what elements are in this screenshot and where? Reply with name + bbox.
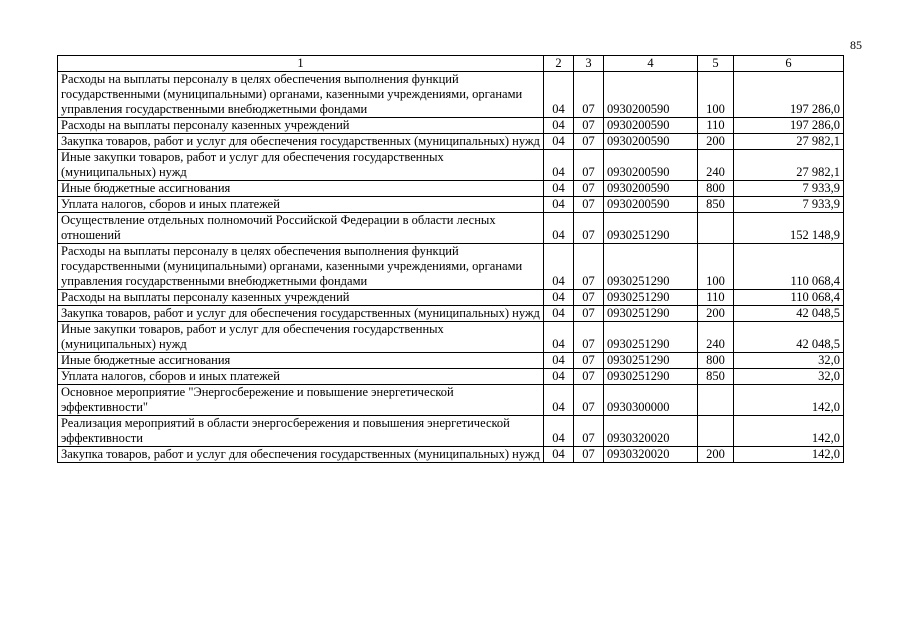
table-row (58, 353, 844, 369)
row-name-cell: Закупка товаров, работ и услуг для обеспечения государственных (муниципальных) нужд (58, 306, 544, 322)
budget-table (57, 55, 844, 463)
table-row (58, 134, 844, 150)
row-expense-type-cell: 100 (698, 244, 734, 290)
table-row (58, 181, 844, 197)
row-subsection-cell: 07 (574, 181, 604, 197)
row-amount-cell: 42 048,5 (734, 322, 844, 353)
table-row (58, 322, 844, 353)
row-section-cell: 04 (544, 290, 574, 306)
row-subsection-cell: 07 (574, 150, 604, 181)
table-row (58, 118, 844, 134)
row-expense-type-cell (698, 385, 734, 416)
row-target-article-cell: 0930320020 (604, 416, 698, 447)
row-name-cell: Расходы на выплаты персоналу казенных учреждений (58, 290, 544, 306)
row-amount-cell: 110 068,4 (734, 244, 844, 290)
row-subsection-cell: 07 (574, 416, 604, 447)
page-number: 85 (850, 38, 862, 52)
row-amount-cell: 142,0 (734, 416, 844, 447)
row-subsection-cell: 07 (574, 72, 604, 118)
table-row (58, 150, 844, 181)
row-subsection-cell: 07 (574, 197, 604, 213)
row-name-cell: Иные бюджетные ассигнования (58, 353, 544, 369)
row-target-article-cell: 0930251290 (604, 290, 698, 306)
row-expense-type-cell: 200 (698, 306, 734, 322)
row-expense-type-cell: 200 (698, 134, 734, 150)
row-target-article-cell: 0930251290 (604, 306, 698, 322)
row-name-cell: Основное мероприятие "Энергосбережение и повышение энергетической эффективности" (58, 385, 544, 416)
row-section-cell: 04 (544, 447, 574, 463)
row-subsection-cell: 07 (574, 447, 604, 463)
row-subsection-cell: 07 (574, 244, 604, 290)
row-amount-cell: 142,0 (734, 447, 844, 463)
row-target-article-cell: 0930251290 (604, 353, 698, 369)
row-name-cell: Реализация мероприятий в области энергосбережения и повышения энергетической эффективности (58, 416, 544, 447)
row-expense-type-cell: 200 (698, 447, 734, 463)
row-amount-cell: 7 933,9 (734, 197, 844, 213)
row-name-cell: Иные бюджетные ассигнования (58, 181, 544, 197)
row-subsection-cell: 07 (574, 213, 604, 244)
row-expense-type-cell: 110 (698, 118, 734, 134)
row-section-cell: 04 (544, 150, 574, 181)
table-body (58, 72, 844, 463)
row-amount-cell: 152 148,9 (734, 213, 844, 244)
row-amount-cell: 32,0 (734, 353, 844, 369)
row-subsection-cell: 07 (574, 385, 604, 416)
table-row (58, 447, 844, 463)
row-amount-cell: 27 982,1 (734, 150, 844, 181)
row-expense-type-cell: 850 (698, 197, 734, 213)
row-section-cell: 04 (544, 244, 574, 290)
row-amount-cell: 197 286,0 (734, 118, 844, 134)
row-amount-cell: 32,0 (734, 369, 844, 385)
row-section-cell: 04 (544, 353, 574, 369)
row-name-cell: Расходы на выплаты персоналу казенных учреждений (58, 118, 544, 134)
row-amount-cell: 197 286,0 (734, 72, 844, 118)
row-section-cell: 04 (544, 322, 574, 353)
row-section-cell: 04 (544, 369, 574, 385)
row-subsection-cell: 07 (574, 134, 604, 150)
row-name-cell: Уплата налогов, сборов и иных платежей (58, 197, 544, 213)
row-section-cell: 04 (544, 197, 574, 213)
row-section-cell: 04 (544, 134, 574, 150)
row-expense-type-cell: 240 (698, 322, 734, 353)
row-amount-cell: 142,0 (734, 385, 844, 416)
row-name-cell: Расходы на выплаты персоналу в целях обеспечения выполнения функций государственными (муниципальными) органами, казенными учреждениями, органами управления государственными внебюджетными фондами (58, 72, 544, 118)
row-name-cell: Осуществление отдельных полномочий Российской Федерации в области лесных отношений (58, 213, 544, 244)
column-header-3: 3 (574, 56, 604, 72)
row-subsection-cell: 07 (574, 290, 604, 306)
row-target-article-cell: 0930251290 (604, 244, 698, 290)
row-name-cell: Иные закупки товаров, работ и услуг для обеспечения государственных (муниципальных) нужд (58, 150, 544, 181)
row-subsection-cell: 07 (574, 118, 604, 134)
row-subsection-cell: 07 (574, 322, 604, 353)
row-target-article-cell: 0930200590 (604, 72, 698, 118)
row-target-article-cell: 0930300000 (604, 385, 698, 416)
row-name-cell: Закупка товаров, работ и услуг для обеспечения государственных (муниципальных) нужд (58, 447, 544, 463)
row-section-cell: 04 (544, 72, 574, 118)
row-amount-cell: 7 933,9 (734, 181, 844, 197)
column-header-6: 6 (734, 56, 844, 72)
row-expense-type-cell: 110 (698, 290, 734, 306)
row-expense-type-cell: 800 (698, 181, 734, 197)
row-target-article-cell: 0930200590 (604, 118, 698, 134)
row-expense-type-cell: 800 (698, 353, 734, 369)
table-row (58, 369, 844, 385)
row-expense-type-cell: 240 (698, 150, 734, 181)
row-expense-type-cell (698, 213, 734, 244)
column-header-5: 5 (698, 56, 734, 72)
row-section-cell: 04 (544, 416, 574, 447)
row-section-cell: 04 (544, 213, 574, 244)
row-subsection-cell: 07 (574, 369, 604, 385)
row-subsection-cell: 07 (574, 306, 604, 322)
row-target-article-cell: 0930200590 (604, 181, 698, 197)
row-name-cell: Иные закупки товаров, работ и услуг для обеспечения государственных (муниципальных) нужд (58, 322, 544, 353)
row-section-cell: 04 (544, 118, 574, 134)
row-amount-cell: 27 982,1 (734, 134, 844, 150)
table-row (58, 213, 844, 244)
row-target-article-cell: 0930200590 (604, 197, 698, 213)
table-row (58, 416, 844, 447)
column-header-4: 4 (604, 56, 698, 72)
row-target-article-cell: 0930200590 (604, 134, 698, 150)
row-section-cell: 04 (544, 181, 574, 197)
table-row (58, 306, 844, 322)
table-row (58, 385, 844, 416)
column-header-1: 1 (58, 56, 544, 72)
row-target-article-cell: 0930251290 (604, 213, 698, 244)
column-header-2: 2 (544, 56, 574, 72)
row-target-article-cell: 0930320020 (604, 447, 698, 463)
table-row (58, 72, 844, 118)
row-target-article-cell: 0930251290 (604, 369, 698, 385)
table-row (58, 290, 844, 306)
table-row (58, 244, 844, 290)
row-subsection-cell: 07 (574, 353, 604, 369)
table-header-row (58, 56, 844, 72)
row-expense-type-cell: 850 (698, 369, 734, 385)
row-name-cell: Уплата налогов, сборов и иных платежей (58, 369, 544, 385)
row-amount-cell: 42 048,5 (734, 306, 844, 322)
row-expense-type-cell (698, 416, 734, 447)
row-amount-cell: 110 068,4 (734, 290, 844, 306)
row-name-cell: Закупка товаров, работ и услуг для обеспечения государственных (муниципальных) нужд (58, 134, 544, 150)
row-expense-type-cell: 100 (698, 72, 734, 118)
row-name-cell: Расходы на выплаты персоналу в целях обеспечения выполнения функций государственными (муниципальными) органами, казенными учреждениями, органами управления государственными внебюджетными фондами (58, 244, 544, 290)
row-section-cell: 04 (544, 306, 574, 322)
table-row (58, 197, 844, 213)
row-section-cell: 04 (544, 385, 574, 416)
row-target-article-cell: 0930200590 (604, 150, 698, 181)
row-target-article-cell: 0930251290 (604, 322, 698, 353)
